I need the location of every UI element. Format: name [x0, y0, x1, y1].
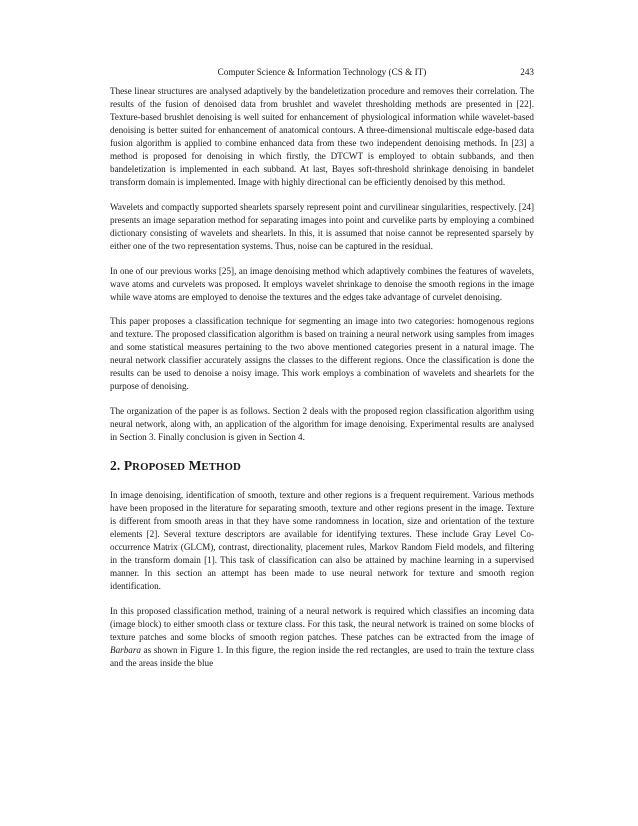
section-title-word-1-cap: P: [123, 458, 133, 474]
body-text: [110, 85, 534, 682]
section-heading: [110, 458, 534, 475]
section-title-word-1-rest: ROPOSED: [132, 461, 186, 474]
journal-title: Computer Science & Information Technology (CS & IT): [217, 67, 427, 77]
paragraph-shearlets: Wavelets and compactly supported shearlets sparsely represent point and curvilinear singularities, respectively. [24] presents an image separation method for separating images into point and curvelike parts by employing a combined dictionary consisting of wavelets and shearlets. In this, it is assumed that noise cannot be represented sparsely by either one of the two representation systems. Thus, noise can be captured in the residual.: [110, 201, 534, 252]
classification-text-end: as shown in Figure 1. In this figure, the region inside the red rectangles, are used to train the texture class and the areas inside the blue: [110, 645, 534, 669]
barbara-image-name: Barbara: [110, 645, 141, 656]
section-title-word-2-rest: ETHOD: [201, 461, 241, 474]
section-number: 2.: [110, 458, 121, 474]
paragraph-proposal: This paper proposes a classification technique for segmenting an image into two categories: homogenous regions and texture. The proposed classification algorithm is based on training a neural network using samples from images and some statistical measures pertaining to the two above mentioned categories present in a natural image. The neural network classifier accurately assigns the classes to the different regions. Once the classification is done the results can be used to denoise a noisy image. This work employs a combination of wavelets and shearlets for the purpose of denoising.: [110, 316, 534, 392]
paragraph-region-identification: In image denoising, identification of smooth, texture and other regions is a frequent requirement. Various methods have been proposed in the literature for separating smooth, texture and other regions present in the image. Texture is different from smooth areas in that they have some randomness in location, size and orientation of the texture elements [2]. Several texture descriptors are available for identifying textures. These include Gray Level Co-occurrence Matrix (GLCM), contrast, directionality, placement rules, Markov Random Field models, and filtering in the transform domain [1]. This task of classification can also be attained by machine learning in a supervised manner. In this section an attempt has been made to use neural network for texture and smooth region identification.: [110, 490, 534, 592]
page-number: 243: [520, 67, 534, 77]
paragraph-organization: The organization of the paper is as follows. Section 2 deals with the proposed region classification algorithm using neural network, along with, an application of the algorithm for image denoising. Experimental results are analysed in Section 3. Finally conclusion is given in Section 4.: [110, 405, 534, 443]
paragraph-classification-method: [110, 605, 534, 670]
section-title-word-2-cap: M: [188, 458, 202, 474]
classification-text-start: In this proposed classification method, training of a neural network is required which classifies an incoming data (image block) to either smooth class or texture class. For this task, the neural network is trained on some blocks of texture patches and some blocks of smooth region patches. These patches can be extracted from the image of: [110, 606, 534, 643]
paragraph-previous-work: In one of our previous works [25], an image denoising method which adaptively combines the features of wavelets, wave atoms and curvelets was proposed. It employs wavelet shrinkage to denoise the smooth regions in the image while wave atoms are employed to denoise the textures and the edges take advantage of curvelet denoising.: [110, 265, 534, 302]
paragraph-bandelet: These linear structures are analysed adaptively by the bandeletization procedure and removes their correlation. The results of the fusion of denoised data from brushlet and wavelet thresholding methods are presented in [22]. Texture-based brushlet denoising is well suited for enhancement of physiological information while wavelet-based denoising is better suited for enhancement of anatomical contours. A three-dimensional multiscale edge-based data fusion algorithm is applied to combine enhanced data from these two independent denoising methods. In [23] a method is proposed for denoising in which firstly, the DTCWT is employed to obtain subbands, and then bandeletization is implemented in each subband. At last, Bayes soft-threshold shrinkage denoising in bandelet transform domain is implemented. Image with highly directional can be efficiently denoised by this method.: [110, 86, 534, 188]
